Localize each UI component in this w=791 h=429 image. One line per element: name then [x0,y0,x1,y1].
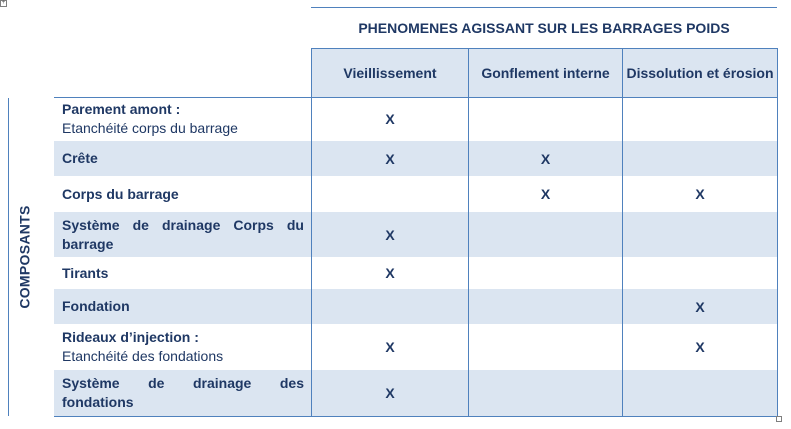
table-cell: X [695,186,705,202]
row-label-main: Crête [62,150,98,166]
row-label [62,257,304,289]
row-label [62,97,304,141]
side-label-text: COMPOSANTS [17,205,33,309]
row-label-sub: Etanchéité des fondations [62,348,224,364]
table-cell [623,212,777,257]
row-label [62,176,304,212]
table-cell [469,97,622,141]
row-label-sub: Etanchéité corps du barrage [62,120,238,136]
row-label-main: Fondation [62,298,130,314]
table-cell [469,324,622,370]
table-cell: X [695,339,705,355]
table-cell: X [695,298,705,315]
table-title: PHENOMENES AGISSANT SUR LES BARRAGES POIDS [358,20,730,36]
table-cell: X [385,265,395,281]
grid-vline [777,48,778,416]
column-header-gonflement: Gonflement interne [469,49,622,97]
row-label [62,324,304,370]
table-cell [312,289,468,324]
table-cell [623,370,777,416]
row-label-main: Système de drainage Corps du barrage [62,216,304,252]
table-cell: X [385,385,395,401]
row-label-main: Parement amont : [62,101,181,117]
column-header-vieillissement: Vieillissement [312,49,468,97]
table-resize-handle[interactable] [776,416,782,422]
grid-vline [468,48,469,416]
table-cell [469,212,622,257]
row-label-main: Système de drainage des fondations [62,375,304,410]
grid-vline [622,48,623,416]
row-label-main: Corps du barrage [62,185,179,202]
column-header-dissolution: Dissolution et érosion [623,49,777,97]
side-label-border [8,98,9,416]
table-cell: X [385,111,395,127]
grid-hline [54,416,777,417]
table-cell: X [540,150,551,167]
table-cell: X [385,339,395,355]
table-cell [469,289,622,324]
row-label [62,141,304,176]
table-move-handle[interactable]: + [1,0,6,6]
row-label-main: Tirants [62,264,109,281]
table-cell [469,370,622,416]
table-cell: X [540,186,551,202]
grid-hline [54,97,777,98]
table-cell [623,257,777,289]
side-label [10,98,40,416]
table-cell [623,97,777,141]
row-label [62,289,304,324]
table-cell [623,141,777,176]
table-cell [312,176,468,212]
table-cell: X [385,226,395,243]
grid-vline [311,48,312,416]
row-label-main: Rideaux d’injection : [62,329,199,345]
table-cell: X [385,150,395,167]
row-label [62,370,304,416]
table-cell [469,257,622,289]
row-label [62,212,304,257]
